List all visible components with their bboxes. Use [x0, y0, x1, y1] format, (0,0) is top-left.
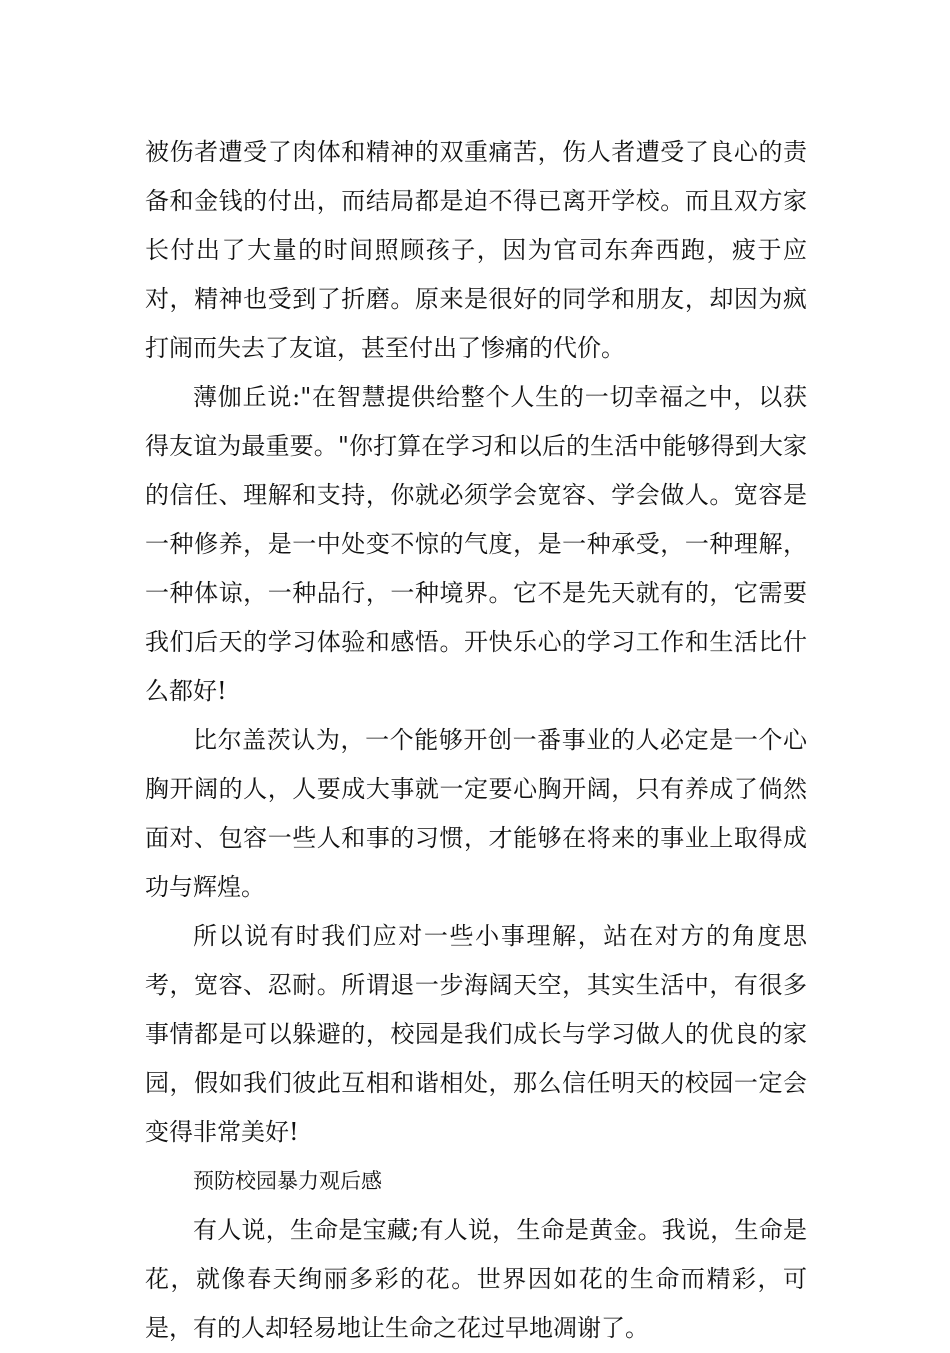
- section-heading: 预防校园暴力观后感: [193, 1169, 382, 1193]
- document-body: [145, 128, 807, 1353]
- paragraph-3: 比尔盖茨认为，一个能够开创一番事业的人必定是一个心胸开阔的人，人要成大事就一定要心胸开阔，只有养成了倘然面对、包容一些人和事的习惯，才能够在将来的事业上取得成功与辉煌。: [145, 726, 807, 901]
- paragraph-2: 薄伽丘说:"在智慧提供给整个人生的一切幸福之中，以获得友谊为最重要。"你打算在学习和以后的生活中能够得到大家的信任、理解和支持，你就必须学会宽容、学会做人。宽容是一种修养，是一中处变不惊的气度，是一种承受，一种理解，一种体谅，一种品行，一种境界。它不是先天就有的，它需要我们后天的学习体验和感悟。开快乐心的学习工作和生活比什么都好!: [145, 383, 807, 705]
- paragraph-5: 有人说，生命是宝藏;有人说，生命是黄金。我说，生命是花，就像春天绚丽多彩的花。世界因如花的生命而精彩，可是，有的人却轻易地让生命之花过早地凋谢了。: [145, 1216, 807, 1342]
- paragraph-1: 被伤者遭受了肉体和精神的双重痛苦，伤人者遭受了良心的责备和金钱的付出，而结局都是迫不得已离开学校。而且双方家长付出了大量的时间照顾孩子，因为官司东奔西跑，疲于应对，精神也受到了折磨。原来是很好的同学和朋友，却因为疯打闹而失去了友谊，甚至付出了惨痛的代价。: [145, 138, 807, 362]
- paragraph-4: 所以说有时我们应对一些小事理解，站在对方的角度思考，宽容、忍耐。所谓退一步海阔天空，其实生活中，有很多事情都是可以躲避的，校园是我们成长与学习做人的优良的家园，假如我们彼此互相和谐相处，那么信任明天的校园一定会变得非常美好!: [145, 922, 807, 1146]
